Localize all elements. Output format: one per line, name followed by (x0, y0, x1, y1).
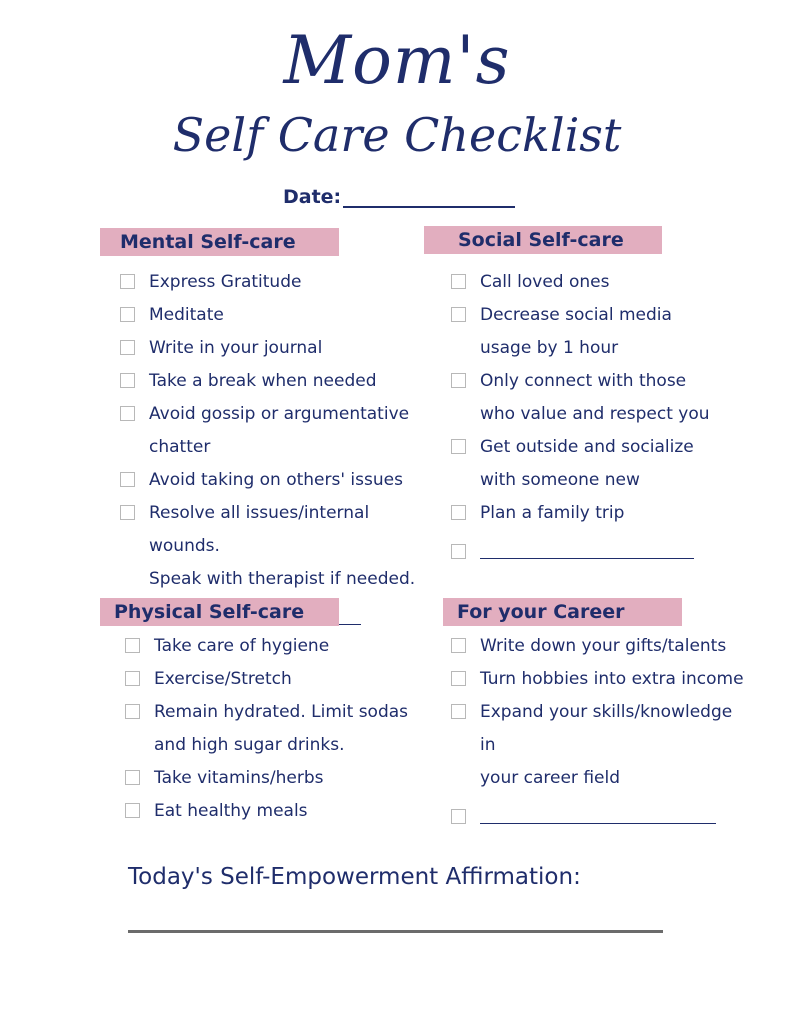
checklist-item (125, 795, 445, 828)
checklist-item-line: Avoid gossip or argumentative (149, 404, 410, 424)
checkbox[interactable] (451, 505, 466, 520)
checklist-item (451, 630, 751, 663)
checklist-item-line: Remain hydrated. Limit sodas (154, 702, 409, 722)
checkbox[interactable] (451, 307, 466, 322)
checklist-item-text (480, 630, 726, 663)
checklist-item-line: Turn hobbies into extra income (480, 669, 744, 689)
checklist-item-line: Avoid taking on others' issues (149, 470, 403, 490)
checkbox[interactable] (125, 704, 140, 719)
checklist-item-line: with someone new (480, 470, 640, 490)
checklist-item-line: Call loved ones (480, 272, 610, 292)
checklist-item-text (154, 696, 408, 762)
checklist-item-line: Take vitamins/herbs (154, 768, 324, 788)
checklist-item-text (480, 365, 710, 431)
page-subtitle: Self Care Checklist (172, 108, 622, 162)
checkbox[interactable] (120, 340, 135, 355)
checkbox[interactable] (120, 406, 135, 421)
affirmation-label: Today's Self-Empowerment Affirmation: (128, 864, 581, 890)
checklist-item-line: Eat healthy meals (154, 801, 308, 821)
checklist-item (125, 630, 445, 663)
checklist-item (120, 497, 440, 596)
checklist-item-line: Resolve all issues/internal wounds. (149, 503, 370, 556)
checklist-item-line: Take a break when needed (149, 371, 377, 391)
checklist-item (451, 365, 751, 431)
checklist-item-text (154, 762, 323, 795)
checkbox[interactable] (451, 544, 466, 559)
checklist-item-line: Exercise/Stretch (154, 669, 292, 689)
checklist-item-line: Write down your gifts/talents (480, 636, 727, 656)
checklist-item-line: Get outside and socialize (480, 437, 694, 457)
checklist-item (120, 332, 440, 365)
checkbox[interactable] (451, 638, 466, 653)
checklist-item (451, 497, 751, 530)
checklist-item-text (480, 299, 672, 365)
checklist-item-text (149, 464, 403, 497)
checklist-item (125, 696, 445, 762)
checklist-item-text (480, 696, 751, 795)
checklist-item-text (480, 663, 744, 696)
social-section-header: Social Self-care (424, 226, 662, 254)
checkbox[interactable] (120, 274, 135, 289)
checklist-item (125, 663, 445, 696)
checklist-item-line: Write in your journal (149, 338, 323, 358)
checklist-item-line: Only connect with those (480, 371, 687, 391)
checklist-item (120, 398, 440, 464)
checkbox[interactable] (451, 704, 466, 719)
physical-checklist (125, 630, 445, 828)
career-checklist (451, 630, 751, 824)
checkbox[interactable] (125, 638, 140, 653)
checkbox[interactable] (125, 770, 140, 785)
checklist-item-line: your career field (480, 768, 621, 788)
checklist-item-text (154, 795, 308, 828)
checklist-item (120, 464, 440, 497)
checklist-item (451, 266, 751, 299)
checklist-item-line: Plan a family trip (480, 503, 625, 523)
blank-write-in-line[interactable] (480, 536, 694, 559)
checkbox[interactable] (451, 274, 466, 289)
mental-section-header: Mental Self-care (100, 228, 339, 256)
checkbox[interactable] (451, 373, 466, 388)
checkbox[interactable] (451, 809, 466, 824)
checklist-item-text (154, 663, 292, 696)
checklist-item (120, 299, 440, 332)
blank-checklist-item (451, 801, 751, 824)
checklist-item-line: Decrease social media (480, 305, 672, 325)
checklist-item-text (149, 398, 409, 464)
checkbox[interactable] (120, 472, 135, 487)
mental-checklist (120, 266, 440, 625)
checklist-item-text (149, 299, 224, 332)
checklist-item-line: Expand your skills/knowledge in (480, 702, 733, 755)
date-field (283, 186, 515, 208)
checkbox[interactable] (120, 307, 135, 322)
blank-write-in-line[interactable] (480, 801, 716, 824)
checklist-item (451, 696, 751, 795)
checklist-item-line: chatter (149, 437, 211, 457)
checkbox[interactable] (125, 671, 140, 686)
checklist-item-line: Speak with therapist if needed. (149, 569, 416, 589)
checklist-item-text (480, 431, 694, 497)
checklist-item-line: Take care of hygiene (154, 636, 330, 656)
physical-section-header: Physical Self-care (100, 598, 339, 626)
checklist-item-text (149, 497, 440, 596)
checkbox[interactable] (125, 803, 140, 818)
checklist-item-text (149, 365, 377, 398)
checklist-item-line: Meditate (149, 305, 224, 325)
social-checklist (451, 266, 751, 559)
checklist-item (125, 762, 445, 795)
checklist-item-line: who value and respect you (480, 404, 710, 424)
checklist-item (451, 431, 751, 497)
date-blank-line[interactable] (343, 188, 515, 208)
checklist-item (120, 266, 440, 299)
page-title: Mom's (283, 22, 511, 99)
blank-checklist-item (451, 536, 751, 559)
checkbox[interactable] (120, 505, 135, 520)
checklist-item-line: usage by 1 hour (480, 338, 619, 358)
checklist-item-line: Express Gratitude (149, 272, 302, 292)
checklist-item (451, 663, 751, 696)
checklist-item (120, 365, 440, 398)
date-label: Date: (283, 186, 342, 208)
checklist-item (451, 299, 751, 365)
affirmation-line[interactable] (128, 930, 663, 933)
checkbox[interactable] (451, 671, 466, 686)
checklist-item-text (480, 497, 624, 530)
checklist-item-text (149, 332, 322, 365)
checklist-item-line: and high sugar drinks. (154, 735, 345, 755)
checklist-item-text (154, 630, 329, 663)
checkbox[interactable] (451, 439, 466, 454)
checklist-item-text (480, 266, 609, 299)
checklist-item-text (149, 266, 301, 299)
career-section-header: For your Career (443, 598, 682, 626)
checkbox[interactable] (120, 373, 135, 388)
